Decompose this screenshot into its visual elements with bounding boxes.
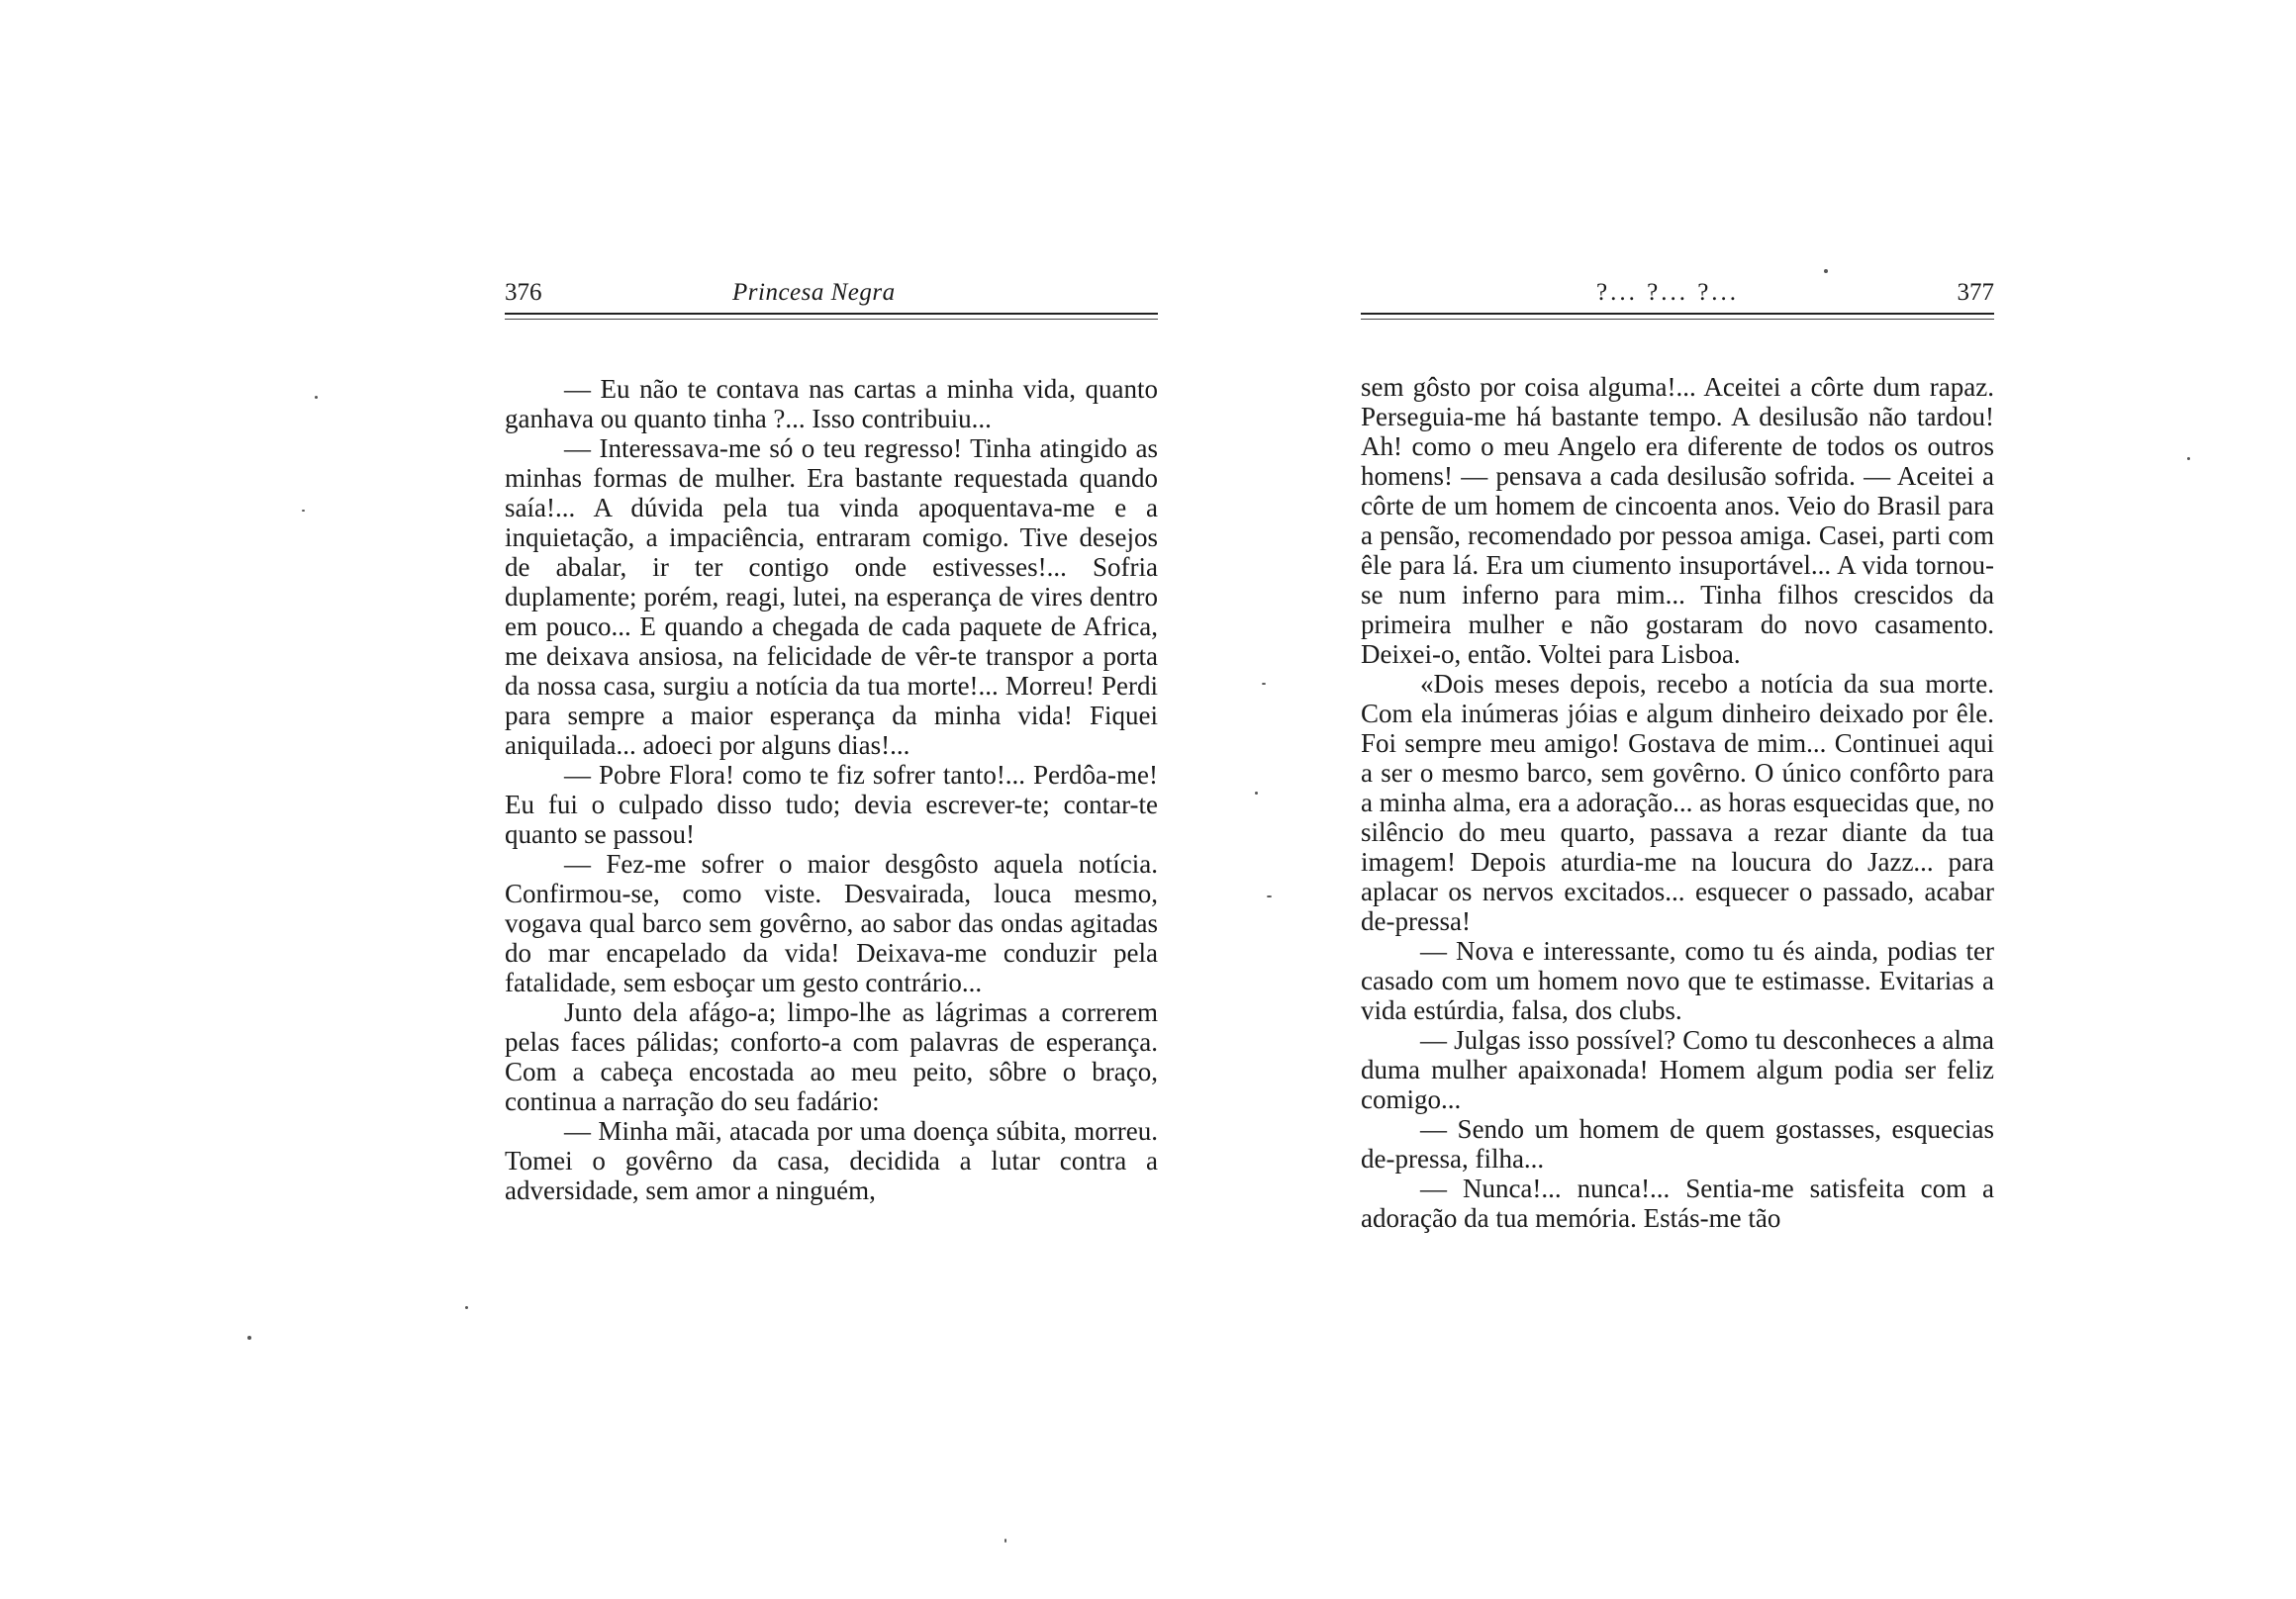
paragraph: sem gôsto por coisa alguma!... Aceitei a côrte dum rapaz. Perseguia-me há bastante tempo. A desilusão não tardou! Ah! como o meu Angelo era diferente de todos os outros homens! — pensava a cada desilusão sofrida. — Aceitei a côrte de um homem de cincoenta anos. Veio do Brasil para a pensão, recomendado por pessoa amiga. Casei, parti com êle para lá. Era um ciumento insuportável... A vida tornou-se num inferno para mim... Tinha filhos crescidos da primeira mulher e não gostaram do novo casamento. Deixei-o, então. Voltei para Lisboa. — [1361, 372, 1994, 669]
paragraph: — Nova e interessante, como tu és ainda, podias ter casado com um homem novo que te estimasse. Evitarias a vida estúrdia, falsa, dos clubs. — [1361, 936, 1994, 1025]
scan-speck — [315, 396, 318, 399]
page-number-right: 377 — [1957, 279, 1994, 306]
scan-speck — [247, 1336, 251, 1340]
paragraph: — Nunca!... nunca!... Sentia-me satisfeita com a adoração da tua memória. Estás-me tão — [1361, 1174, 1994, 1233]
body-text-right — [1361, 372, 1994, 1233]
paragraph: — Julgas isso possível? Como tu desconheces a alma duma mulher apaixonada! Homem algum podia ser feliz comigo... — [1361, 1025, 1994, 1114]
scan-speck — [1255, 792, 1258, 795]
running-title-left: Princesa Negra — [732, 279, 896, 306]
header-rule-left-thin — [505, 319, 1158, 320]
paragraph: — Minha mãi, atacada por uma doença súbita, morreu. Tomei o govêrno da casa, decidida a lutar contra a adversidade, sem amor a ninguém, — [505, 1116, 1158, 1205]
header-rule-right-thin — [1361, 319, 1994, 320]
page-number-left: 376 — [505, 279, 542, 306]
paragraph: — Interessava-me só o teu regresso! Tinha atingido as minhas formas de mulher. Era bastante requestada quando saía!... A dúvida pela tua vinda apoquentava-me e a inquietação, a impaciência, entraram comigo. Tive desejos de abalar, ir ter contigo onde estivesses!... Sofria duplamente; porém, reagi, lutei, na esperança de vires dentro em pouco... E quando a chegada de cada paquete de Africa, me deixava ansiosa, na felicidade de vêr-te transpor a porta da nossa casa, surgiu a notícia da tua morte!... Morreu! Perdi para sempre a maior esperança da minha vida! Fiquei aniquilada... adoeci por alguns dias!... — [505, 433, 1158, 760]
scan-speck — [2187, 457, 2190, 460]
paragraph: — Sendo um homem de quem gostasses, esquecias de-pressa, filha... — [1361, 1114, 1994, 1174]
scan-speck — [1267, 895, 1272, 897]
paragraph: «Dois meses depois, recebo a notícia da sua morte. Com ela inúmeras jóias e algum dinheiro deixado por êle. Foi sempre meu amigo! Gostava de mim... Continuei aqui a ser o mesmo barco, sem govêrno. O único confôrto para a minha alma, era a adoração... as horas esquecidas que, no silêncio do meu quarto, passava a rezar diante da tua imagem! Depois aturdia-me na loucura do Jazz... para aplacar os nervos excitados... esquecer o passado, acabar de-pressa! — [1361, 669, 1994, 936]
running-title-right: ?... ?... ?... — [1596, 279, 1740, 306]
paragraph: Junto dela afágo-a; limpo-lhe as lágrimas a correrem pelas faces pálidas; conforto-a com palavras de esperança. Com a cabeça encostada ao meu peito, sôbre o braço, continua a narração do seu fadário: — [505, 997, 1158, 1116]
header-rule-right — [1361, 313, 1994, 315]
body-text-left — [505, 374, 1158, 1205]
paragraph: — Fez-me sofrer o maior desgôsto aquela notícia. Confirmou-se, como viste. Desvairada, louca mesmo, vogava qual barco sem govêrno, ao sabor das ondas agitadas do mar encapelado da vida! Deixava-me conduzir pela fatalidade, sem esboçar um gesto contrário... — [505, 849, 1158, 997]
paragraph: — Eu não te contava nas cartas a minha vida, quanto ganhava ou quanto tinha ?... Isso contribuiu... — [505, 374, 1158, 433]
scan-speck — [302, 510, 305, 512]
scan-speck — [465, 1306, 468, 1309]
scan-speck — [1262, 683, 1266, 685]
scan-speck — [1824, 269, 1828, 273]
scan-speck — [1004, 1539, 1006, 1543]
paragraph: — Pobre Flora! como te fiz sofrer tanto!... Perdôa-me! Eu fui o culpado disso tudo; devia escrever-te; contar-te quanto se passou! — [505, 760, 1158, 849]
header-rule-left — [505, 313, 1158, 315]
